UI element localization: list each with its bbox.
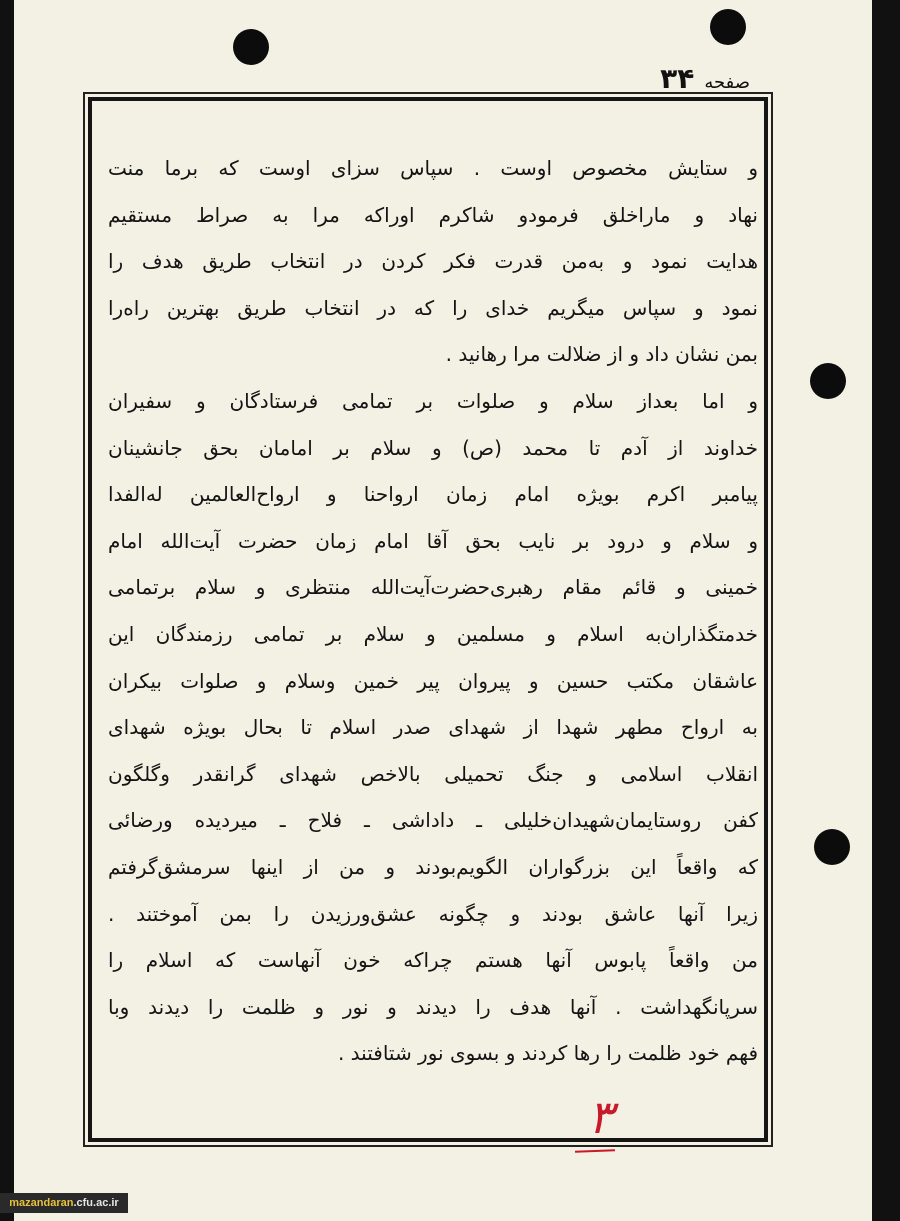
page-label: صفحه <box>704 72 750 93</box>
text-line: خمینی و قائم مقام رهبری‌حضرت‌آیت‌الله منتظری و سلام برتمامی <box>108 575 758 600</box>
text-line: خدمتگذاران‌به اسلام و مسلمین و سلام بر تمامی رزمندگان این <box>108 621 758 646</box>
punch-hole-middle-right <box>810 363 846 399</box>
text-line: و سلام و درود بر نایب بحق آقا امام زمان حضرت آیت‌الله امام <box>108 528 758 553</box>
text-line: هدایت نمود و به‌من قدرت فکر کردن در انتخاب طریق هدف را <box>108 249 758 274</box>
text-line: عاشقان مکتب حسین و پیروان پیر خمین وسلام و صلوات بیکران <box>108 668 758 693</box>
text-line: سرپانگهداشت . آنها هدف را دیدند و نور و ظلمت را دیدند وبا <box>108 994 758 1019</box>
watermark-domain: .cfu.ac.ir <box>73 1197 119 1209</box>
text-line: زیرا آنها عاشق بودند و چگونه عشق‌ورزیدن را بمن آموختند . <box>108 901 758 926</box>
punch-hole-lower-right <box>814 829 850 865</box>
text-line: انقلاب اسلامی و جنگ تحمیلی بالاخص شهدای گرانقدر وگلگون <box>108 761 758 786</box>
text-line: کفن روستایمان‌شهیدان‌خلیلی ـ داداشی ـ فلاح ـ میردیده ورضائی <box>108 808 758 833</box>
text-line: که واقعاً این بزرگواران الگویم‌بودند و من از اینها سرمشق‌گرفتم <box>108 854 758 879</box>
page-header <box>640 62 750 98</box>
text-line: نهاد و ماراخلق فرمودو شاکرم اوراکه مرا به صراط مستقیم <box>108 202 758 227</box>
text-line: و ستایش مخصوص اوست . سپاس سزای اوست که برما منت <box>108 156 758 180</box>
letter-body <box>108 145 758 1077</box>
text-line: فهم خود ظلمت را رها کردند و بسوی نور شتافتند . <box>337 1041 758 1066</box>
text-line: و اما بعداز سلام و صلوات بر تمامی فرستادگان و سفیران <box>108 388 758 413</box>
text-line: نمود و سپاس میگریم خدای را که در انتخاب طریق بهترین راه‌را <box>108 295 758 320</box>
punch-hole-top-left <box>233 29 269 65</box>
page-number: ۳۴ <box>660 62 695 95</box>
text-line: خداوند از آدم تا محمد (ص) و سلام بر امامان بحق جانشینان <box>108 435 758 460</box>
text-line: من واقعاً پابوس آنها هستم چراکه خون آنهاست که اسلام را <box>108 948 758 973</box>
handwritten-page-number: ۳ <box>588 1090 613 1144</box>
source-watermark <box>0 1193 128 1213</box>
text-line: پیامبر اکرم بویژه امام زمان ارواحنا و ارواح‌العالمین له‌الفدا <box>108 482 758 507</box>
text-line: بمن نشان داد و از ضلالت مرا رهانید . <box>445 342 758 367</box>
punch-hole-top-right <box>710 9 746 45</box>
text-line: به ارواح مطهر شهدا از شهدای صدر اسلام تا بحال بویژه شهدای <box>108 715 758 740</box>
watermark-site: mazandaran <box>9 1197 74 1209</box>
